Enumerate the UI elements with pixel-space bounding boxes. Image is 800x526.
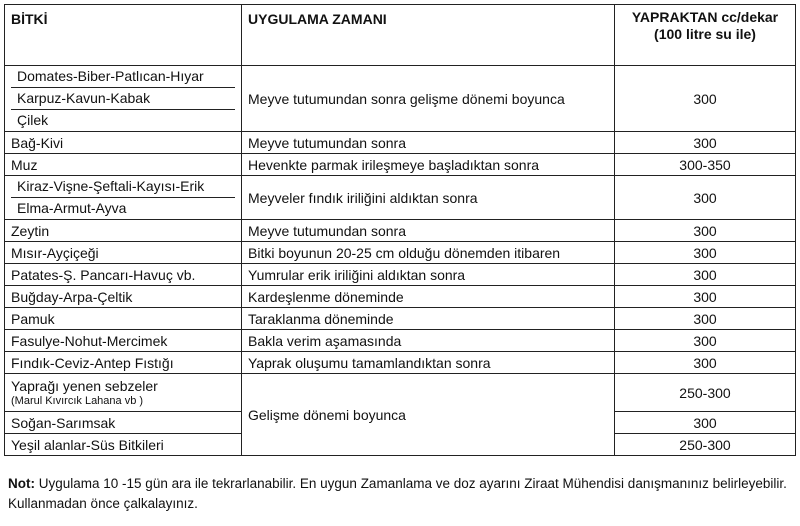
plant-cell: Yeşil alanlar-Süs Bitkileri <box>5 434 242 456</box>
timing-cell: Bitki boyunun 20-25 cm olduğu dönemden itibaren <box>242 242 615 264</box>
timing-cell: Yaprak oluşumu tamamlandıktan sonra <box>242 352 615 374</box>
dose-cell: 300 <box>615 308 796 330</box>
plant-name: Domates-Biber-Patlıcan-Hıyar <box>11 66 235 88</box>
table-row <box>5 286 796 308</box>
table-row <box>5 242 796 264</box>
plant-name: Yaprağı yenen sebzeler <box>11 377 158 394</box>
timing-cell: Taraklanma döneminde <box>242 308 615 330</box>
dose-cell: 250-300 <box>615 434 796 456</box>
plant-cell: Mısır-Ayçiçeği <box>5 242 242 264</box>
dose-cell: 300 <box>615 132 796 154</box>
plant-name: Karpuz-Kavun-Kabak <box>11 88 235 110</box>
plant-cell: Bağ-Kivi <box>5 132 242 154</box>
table-row <box>5 330 796 352</box>
timing-cell: Gelişme dönemi boyunca <box>242 374 615 456</box>
plant-cell: Pamuk <box>5 308 242 330</box>
dose-cell: 300 <box>615 242 796 264</box>
footnote <box>8 474 794 514</box>
timing-cell: Meyveler fındık iriliğini aldıktan sonra <box>242 176 615 220</box>
plant-cell <box>5 374 242 412</box>
timing-cell: Meyve tutumundan sonra gelişme dönemi boyunca <box>242 66 615 132</box>
plant-cell <box>5 176 242 220</box>
dose-cell: 300 <box>615 66 796 132</box>
timing-cell: Meyve tutumundan sonra <box>242 132 615 154</box>
table-row <box>5 308 796 330</box>
header-plant: BİTKİ <box>5 5 242 66</box>
table-row <box>5 374 796 412</box>
timing-cell: Meyve tutumundan sonra <box>242 220 615 242</box>
plant-cell: Fındık-Ceviz-Antep Fıstığı <box>5 352 242 374</box>
plant-name: Elma-Armut-Ayva <box>17 200 127 216</box>
dose-cell: 300 <box>615 264 796 286</box>
dose-cell: 300-350 <box>615 154 796 176</box>
plant-name: Kiraz-Vişne-Şeftali-Kayısı-Erik <box>11 176 235 198</box>
table-row <box>5 66 796 132</box>
dose-cell: 300 <box>615 220 796 242</box>
table-row <box>5 264 796 286</box>
table-row <box>5 220 796 242</box>
plant-cell: Patates-Ş. Pancarı-Havuç vb. <box>5 264 242 286</box>
header-dose <box>615 5 796 66</box>
plant-name: Çilek <box>17 112 49 128</box>
table-row <box>5 132 796 154</box>
footnote-text: Uygulama 10 -15 gün ara ile tekrarlanabilir. En uygun Zamanlama ve doz ayarını Ziraat Mühendisi danışmanınız belirleyebilir. Kullanmadan önce çalkalayınız. <box>8 476 787 511</box>
dose-cell: 300 <box>615 412 796 434</box>
header-row <box>5 5 796 66</box>
timing-cell: Yumrular erik iriliğini aldıktan sonra <box>242 264 615 286</box>
dose-cell: 300 <box>615 352 796 374</box>
plant-cell: Soğan-Sarımsak <box>5 412 242 434</box>
plant-cell: Buğday-Arpa-Çeltik <box>5 286 242 308</box>
dose-cell: 300 <box>615 176 796 220</box>
plant-cell: Fasulye-Nohut-Mercimek <box>5 330 242 352</box>
plant-cell <box>5 66 242 132</box>
plant-subtitle: (Marul Kıvırcık Lahana vb ) <box>11 394 144 407</box>
table-row <box>5 352 796 374</box>
timing-cell: Hevenkte parmak irileşmeye başladıktan sonra <box>242 154 615 176</box>
plant-cell: Muz <box>5 154 242 176</box>
table-row <box>5 154 796 176</box>
table-row <box>5 176 796 220</box>
header-dose-line1: YAPRAKTAN cc/dekar <box>631 9 779 25</box>
dose-cell: 300 <box>615 286 796 308</box>
dose-cell: 300 <box>615 330 796 352</box>
header-dose-line2: (100 litre su ile) <box>654 26 756 42</box>
footnote-label: Not: <box>8 476 35 491</box>
header-timing: UYGULAMA ZAMANI <box>242 5 615 66</box>
timing-cell: Bakla verim aşamasında <box>242 330 615 352</box>
plant-cell: Zeytin <box>5 220 242 242</box>
timing-cell: Kardeşlenme döneminde <box>242 286 615 308</box>
application-dose-table <box>4 4 796 456</box>
dose-cell: 250-300 <box>615 374 796 412</box>
